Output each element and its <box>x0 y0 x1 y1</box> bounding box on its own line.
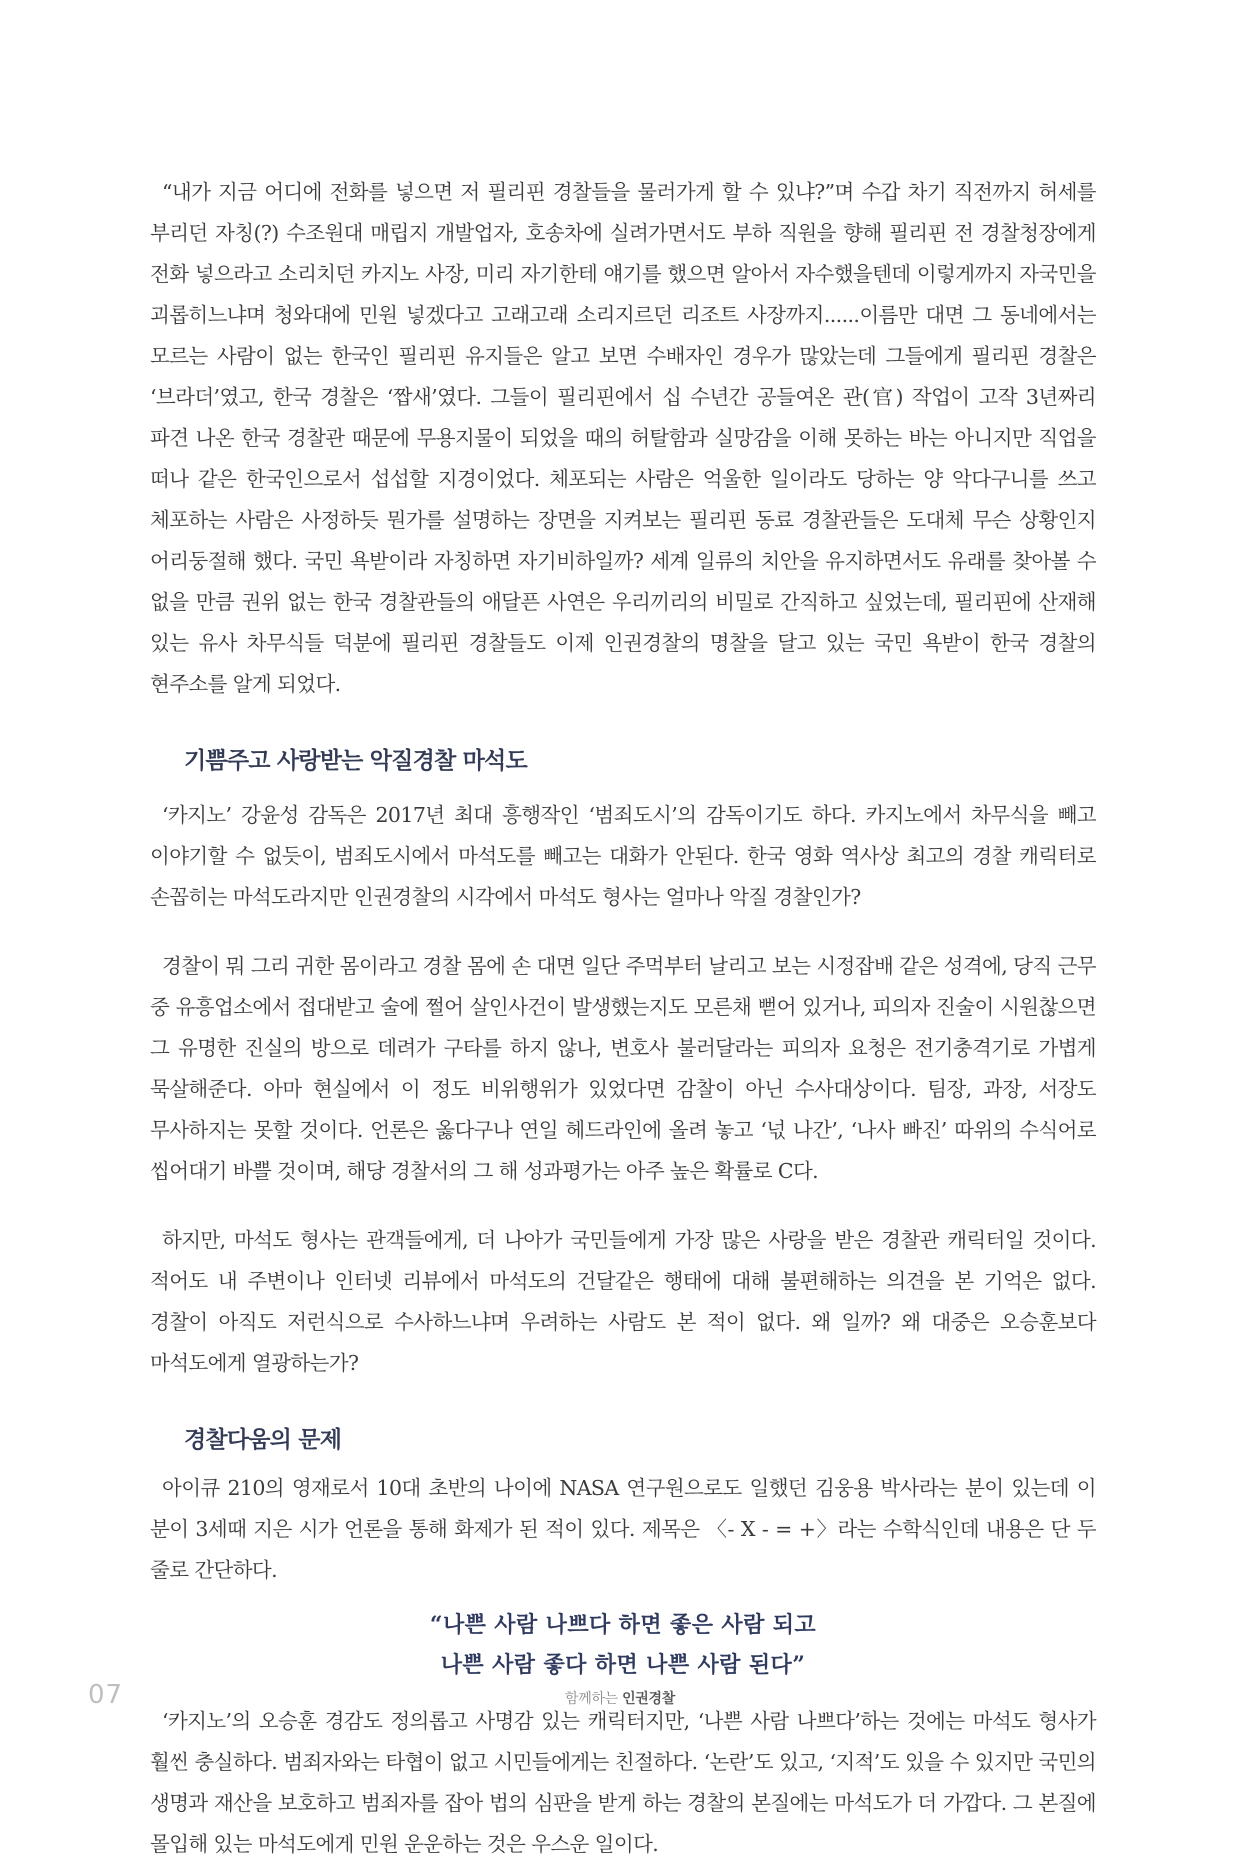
footer-title-prefix: 함께하는 <box>565 1691 618 1707</box>
section-heading-police-identity: 경찰다움의 문제 <box>184 1427 342 1453</box>
section2-paragraph-2: ‘카지노’의 오승훈 경감도 정의롭고 사명감 있는 캐릭터지만, ‘나쁜 사람 나쁘다’하는 것에는 마석도 형사가 훨씬 충실하다. 범죄자와는 타협이 없고 시민들에게는 친절하다. ‘논란’도 있고, ‘지적’도 있을 수 있지만 국민의 생명과 재산을 보호하고 범죄자를 잡아 법의 심판을 받게 하는 경찰의 본질에는 마석도가 더 가깝다. 그 본질에 몰입해 있는 마석도에게 민원 운운하는 것은 우스운 일이다. <box>150 1709 1096 1856</box>
poem-quote <box>150 1605 1096 1685</box>
section2-paragraph-1: 아이큐 210의 영재로서 10대 초반의 나이에 NASA 연구원으로도 일했던 김웅용 박사라는 분이 있는데 이 분이 3세때 지은 시가 언론을 통해 화제가 된 적이 있다. 제목은 〈- X - = +〉라는 수학식인데 내용은 단 두 줄로 간단하다. <box>150 1476 1096 1582</box>
poem-quote-line-2: 나쁜 사람 좋다 하면 나쁜 사람 된다” <box>440 1652 806 1678</box>
section1-paragraph-3: 하지만, 마석도 형사는 관객들에게, 더 나아가 국민들에게 가장 많은 사랑을 받은 경찰관 캐릭터일 것이다. 적어도 내 주변이나 인터넷 리뷰에서 마석도의 건달같은 행태에 대해 불편해하는 의견을 본 기억은 없다. 경찰이 아직도 저런식으로 수사하느냐며 우려하는 사람도 본 적이 없다. 왜 일까? 왜 대중은 오승훈보다 마석도에게 열광하는가? <box>150 1228 1096 1375</box>
section1-paragraph-2: 경찰이 뭐 그리 귀한 몸이라고 경찰 몸에 손 대면 일단 주먹부터 날리고 보는 시정잡배 같은 성격에, 당직 근무 중 유흥업소에서 접대받고 술에 쩔어 살인사건이 발생했는지도 모른채 뻗어 있거나, 피의자 진술이 시원찮으면 그 유명한 진실의 방으로 데려가 구타를 하지 않나, 변호사 불러달라는 피의자 요청은 전기충격기로 가볍게 묵살해준다. 아마 현실에서 이 정도 비위행위가 있었다면 감찰이 아닌 수사대상이다. 팀장, 과장, 서장도 무사하지는 못할 것이다. 언론은 옳다구나 연일 헤드라인에 올려 놓고 ‘넋 나간’, ‘나사 빠진’ 따위의 수식어로 씹어대기 바쁠 것이며, 해당 경찰서의 그 해 성과평가는 아주 높은 확률로 C다. <box>150 954 1096 1183</box>
section1-paragraph-1: ‘카지노’ 강윤성 감독은 2017년 최대 흥행작인 ‘범죄도시’의 감독이기도 하다. 카지노에서 차무식을 빼고 이야기할 수 없듯이, 범죄도시에서 마석도를 빼고는 대화가 안된다. 한국 영화 역사상 최고의 경찰 캐릭터로 손꼽히는 마석도라지만 인권경찰의 시각에서 마석도 형사는 얼마나 악질 경찰인가? <box>150 803 1096 909</box>
page-number: 07 <box>88 1680 124 1710</box>
footer-publication-title <box>0 1688 1240 1708</box>
poem-quote-line-1: “나쁜 사람 나쁘다 하면 좋은 사람 되고 <box>429 1612 817 1638</box>
article-body <box>150 172 1096 1865</box>
section-heading-maseokdo: 기쁨주고 사랑받는 악질경찰 마석도 <box>184 748 527 774</box>
footer-title-main: 인권경찰 <box>622 1691 675 1707</box>
intro-paragraph: “내가 지금 어디에 전화를 넣으면 저 필리핀 경찰들을 물러가게 할 수 있냐?”며 수갑 차기 직전까지 허세를 부리던 자칭(?) 수조원대 매립지 개발업자, 호송차에 실려가면서도 부하 직원을 향해 필리핀 전 경찰청장에게 전화 넣으라고 소리치던 카지노 사장, 미리 자기한테 얘기를 했으면 알아서 자수했을텐데 이렇게까지 자국민을 괴롭히느냐며 청와대에 민원 넣겠다고 고래고래 소리지르던 리조트 사장까지......이름만 대면 그 동네에서는 모르는 사람이 없는 한국인 필리핀 유지들은 알고 보면 수배자인 경우가 많았는데 그들에게 필리핀 경찰은 ‘브라더’였고, 한국 경찰은 ‘짭새’였다. 그들이 필리핀에서 십 수년간 공들여온 관(官) 작업이 고작 3년짜리 파견 나온 한국 경찰관 때문에 무용지물이 되었을 때의 허탈함과 실망감을 이해 못하는 바는 아니지만 직업을 떠나 같은 한국인으로서 섭섭할 지경이었다. 체포되는 사람은 억울한 일이라도 당하는 양 악다구니를 쓰고 체포하는 사람은 사정하듯 뭔가를 설명하는 장면을 지켜보는 필리핀 동료 경찰관들은 도대체 무슨 상황인지 어리둥절해 했다. 국민 욕받이라 자칭하면 자기비하일까? 세계 일류의 치안을 유지하면서도 유래를 찾아볼 수 없을 만큼 권위 없는 한국 경찰관들의 애달픈 사연은 우리끼리의 비밀로 간직하고 싶었는데, 필리핀에 산재해 있는 유사 차무식들 덕분에 필리핀 경찰들도 이제 인권경찰의 명찰을 달고 있는 국민 욕받이 한국 경찰의 현주소를 알게 되었다. <box>150 180 1096 696</box>
